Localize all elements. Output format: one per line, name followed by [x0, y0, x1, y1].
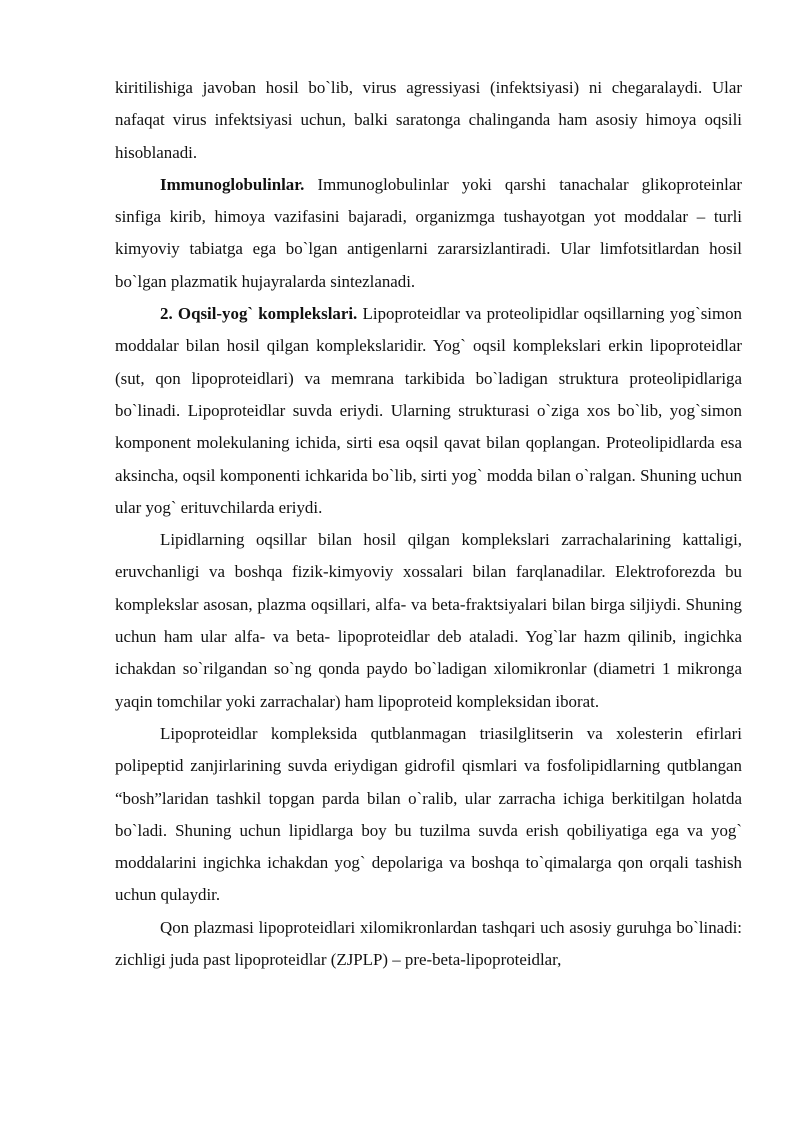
paragraph-text: Immunoglobulinlar yoki qarshi tanachalar glikoproteinlar sinfiga kirib, himoya vazifasini bajaradi, organizmga tushayotgan yot moddalar – turli kimyoviy tabiatga ega bo`lgan antigenlarni zararsizlantiradi. Ular limfotsitlardan hosil bo`lgan plazmatik hujayralarda sintezlanadi.	[115, 174, 742, 291]
paragraph-lipid-complexes	[115, 524, 742, 718]
paragraph-text: Lipoproteidlar kompleksida qutblanmagan triasilglitserin va xolesterin efirlari polipeptid zanjirlarining suvda eriydigan gidrofil qismlari va fosfolipidlarning qutblangan “bosh”laridan tashkil topgan parda bilan o`ralib, ular zarracha ichiga berkitilgan holatda bo`ladi. Shuning uchun lipidlarga boy bu tuzilma suvda erish qobiliyatiga ega va yog` moddalarini ingichka ichakdan yog` depolariga va boshqa to`qimalarga qon orqali tashish uchun qulaydir.	[115, 723, 742, 905]
document-page	[115, 72, 742, 976]
paragraph-lipoprotein-structure	[115, 718, 742, 912]
paragraph-immunoglobulins	[115, 169, 742, 298]
paragraph-continuation	[115, 72, 742, 169]
paragraph-text: kiritilishiga javoban hosil bo`lib, virus agressiyasi (infektsiyasi) ni chegaralaydi. Ular nafaqat virus infektsiyasi uchun, balki saratonga chalinganda ham asosiy himoya oqsili hisoblanadi.	[115, 78, 742, 162]
paragraph-text: Qon plazmasi lipoproteidlari xilomikronlardan tashqari uch asosiy guruhga bo`linadi: zichligi juda past lipoproteidlar (ZJPLP) – pre-beta-lipoproteidlar,	[115, 917, 742, 970]
paragraph-heading: Immunoglobulinlar.	[160, 174, 305, 194]
paragraph-protein-fat-complexes	[115, 298, 742, 524]
paragraph-text: Lipidlarning oqsillar bilan hosil qilgan komplekslari zarrachalarining kattaligi, eruvchanligi va boshqa fizik-kimyoviy xossalari bilan farqlanadilar. Elektroforezda bu komplekslar asosan, plazma oqsillari, alfa- va beta-fraktsiyalari bilan birga siljiydi. Shuning uchun ham ular alfa- va beta- lipoproteidlar deb ataladi. Yog`lar hazm qilinib, ingichka ichakdan so`rilgandan so`ng qonda paydo bo`ladigan xilomikronlar (diametri 1 mikronga yaqin tomchilar yoki zarrachalar) ham lipoproteid kompleksidan iborat.	[115, 530, 742, 711]
paragraph-plasma-lipoproteins	[115, 912, 742, 977]
paragraph-text: Lipoproteidlar va proteolipidlar oqsillarning yog`simon moddalar bilan hosil qilgan komplekslaridir. Yog` oqsil komplekslari erkin lipoproteidlar (sut, qon lipoproteidlari) va memrana tarkibida bo`ladigan struktura proteolipidlariga bo`linadi. Lipoproteidlar suvda eriydi. Ularning strukturasi o`ziga xos bo`lib, yog`simon komponent molekulaning ichida, sirti esa oqsil qavat bilan qoplangan. Proteolipidlarda esa aksincha, oqsil komponenti ichkarida bo`lib, sirti yog` modda bilan o`ralgan. Shuning uchun ular yog` erituvchilarda eriydi.	[115, 304, 743, 517]
paragraph-heading: 2. Oqsil-yog` komplekslari.	[160, 304, 358, 324]
